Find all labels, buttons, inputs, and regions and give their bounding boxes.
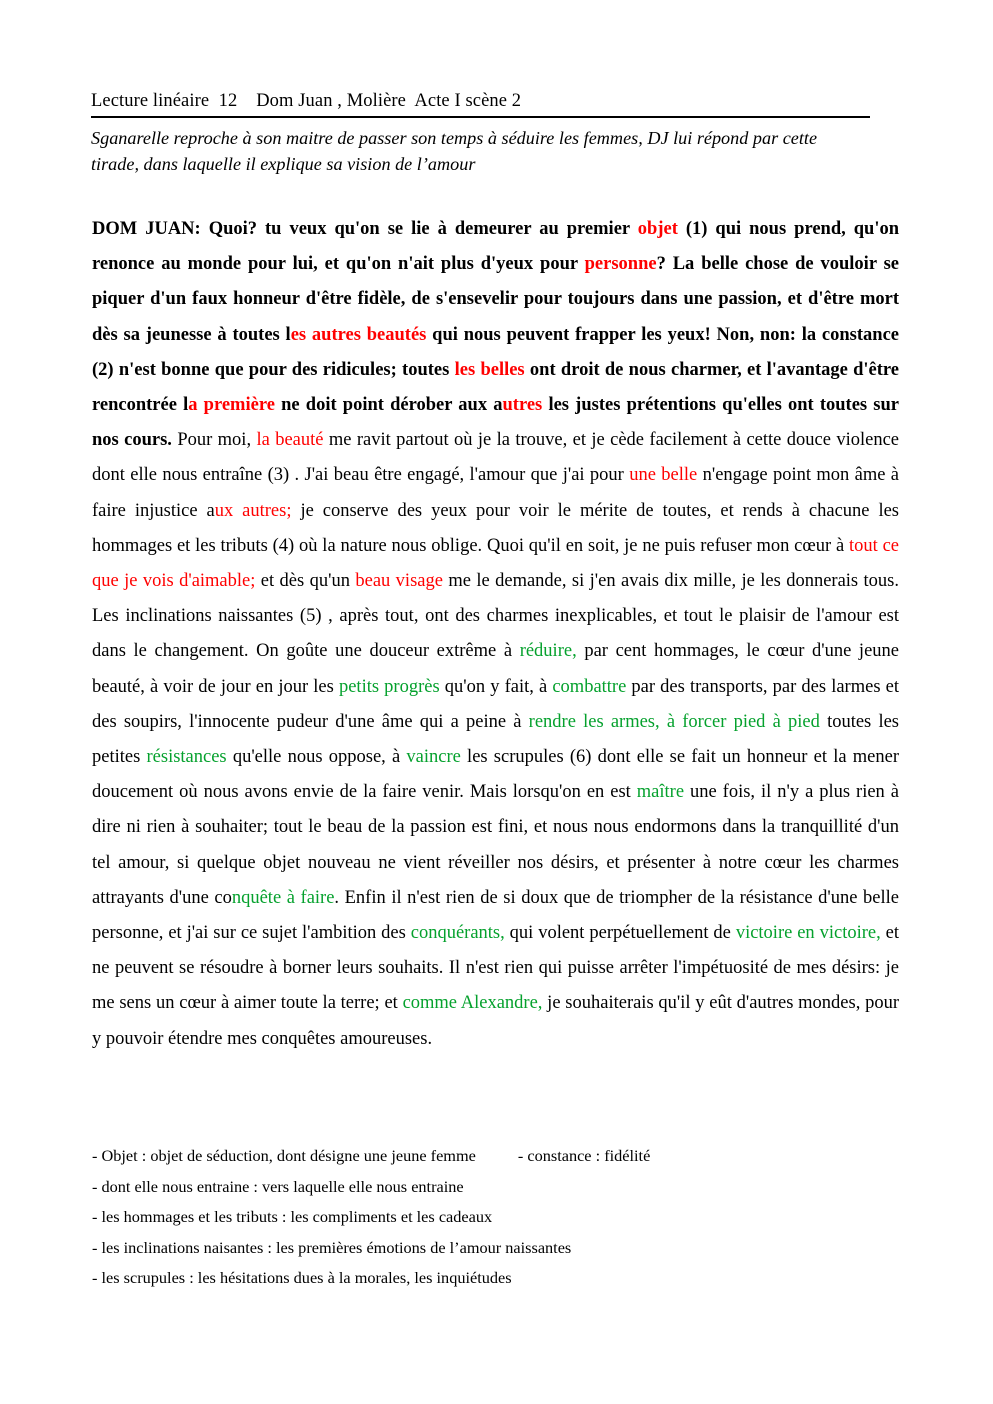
highlight-rendre-les-armes: rendre les armes, à forcer pied à pied <box>528 711 820 732</box>
regular-text-4: je conserve des yeux pour voir le mérite de toutes, et rends à chacune les hommages et les tributs (4) où la nature nous oblige. Quoi qu'il en soit, je ne puis refuser mon cœur à <box>92 500 899 556</box>
bold-text-2: (1) qui nous prend, qu'on renonce au monde pour lui, et qu'on n'ait plus d'yeux pour <box>92 219 899 275</box>
highlight-resistances: résistances <box>146 747 227 768</box>
regular-text-14: . Enfin il n'est rien de si doux que de triompher de la résistance d'une belle personne, et j'ai sur ce sujet l'ambition des <box>92 887 899 944</box>
highlight-vaincre: vaincre <box>406 747 461 768</box>
highlight-tout-ce-que-je-vois-daimable: tout ce que je vois d'aimable; <box>92 535 900 592</box>
tirade-body <box>92 212 899 1057</box>
note-secondary: - constance : fidélité <box>517 1146 651 1165</box>
highlight-petits-progres: petits progrès <box>338 676 440 697</box>
note-main: - dont elle nous entraine : vers laquelle elle nous entraine <box>92 1176 464 1196</box>
highlight-victoire-en-victoire: victoire en victoire, <box>735 923 881 944</box>
note-item <box>92 1233 892 1264</box>
note-main: - Objet : objet de séduction, dont désigne une jeune femme <box>92 1146 476 1165</box>
regular-text-7: par cent hommages, le cœur d'une jeune beauté, à voir de jour en jour les <box>92 641 899 697</box>
highlight-une-belle: une belle <box>629 465 698 486</box>
speaker-label: DOM JUAN: <box>92 219 201 239</box>
bold-text-6: ne doit point dérober aux a <box>274 395 503 416</box>
page-title: Lecture linéaire 12 Dom Juan , Molière Acte I scène 2 <box>91 90 870 118</box>
regular-text-10: toutes les petites <box>92 711 899 768</box>
highlight-conquerants: conquérants, <box>410 923 505 944</box>
regular-text-3: n'engage point mon âme à faire injustice a <box>92 465 900 521</box>
highlight-objet: objet <box>637 219 678 239</box>
highlight-les-autres-beautes: es autres beautés <box>290 324 427 345</box>
regular-text-15: qui volent perpétuellement de <box>504 923 736 944</box>
regular-text-16: et ne peuvent se résoudre à borner leurs souhaits. Il n'est rien qui puisse arrêter l'impétuosité de mes désirs: je me sens un cœur à aimer toute la terre; et <box>92 923 899 1014</box>
highlight-autres: utres <box>502 395 543 416</box>
vocabulary-notes <box>92 1141 892 1294</box>
highlight-conquete-a-faire: nquête à faire <box>231 887 335 908</box>
note-main: - les hommages et les tributs : les compliments et les cadeaux <box>92 1207 493 1226</box>
regular-text-5: et dès qu'un <box>255 571 356 592</box>
highlight-les-belles: les belles <box>454 359 525 380</box>
regular-text-2: me ravit partout où je la trouve, et je cède facilement à cette douce violence dont elle nous entraîne (3) . J'ai beau être engagé, l'amour que j'ai pour <box>92 430 900 486</box>
regular-text-11: qu'elle nous oppose, à <box>226 747 407 768</box>
regular-text-12: les scrupules (6) dont elle se fait un honneur et la mener doucement où nous avons envie de la faire venir. Mais lorsqu'on en est <box>92 747 899 803</box>
note-main: - les inclinations naisantes : les premières émotions de l’amour naissantes <box>92 1237 572 1257</box>
context-note: Sganarelle reproche à son maitre de passer son temps à séduire les femmes, DJ lui répond par cette tirade, dans laquelle il explique sa vision de l’amour <box>91 128 818 174</box>
regular-text-13: une fois, il n'y a plus rien à dire ni rien à souhaiter; tout le beau de la passion est fini, et nous nous endormons dans la tranquillité d'un tel amour, si quelque objet nouveau ne vient réveiller nos désirs, et présenter à notre cœur les charmes attrayants d'une co <box>92 782 899 908</box>
highlight-reduire: réduire, <box>519 641 577 662</box>
bold-text-3: ? La belle chose de vouloir se piquer d'un faux honneur d'être fidèle, de s'ensevelir pour toujours dans une passion, et d'être mort dès sa jeunesse à toutes l <box>92 254 899 345</box>
bold-text-4: qui nous peuvent frapper les yeux! Non, non: la constance (2) n'est bonne que pour des ridicules; toutes <box>92 324 899 380</box>
note-item <box>92 1263 892 1294</box>
highlight-comme-alexandre: comme Alexandre, <box>402 993 543 1014</box>
highlight-combattre: combattre <box>552 676 627 697</box>
bold-text-5: ont droit de nous charmer, et l'avantage d'être rencontrée l <box>92 359 899 416</box>
note-item <box>92 1141 892 1172</box>
regular-text-6: me le demande, si j'en avais dix mille, je les donnerais tous. Les inclinations naissantes (5) , après tout, ont des charmes inexplicables, et tout le plaisir de l'amour est dans le changement. On goûte une douceur extrême à <box>92 571 899 662</box>
regular-text-8: qu'on y fait, à <box>439 676 553 697</box>
bold-text-7: les justes prétentions qu'elles ont toutes sur nos cours. <box>92 395 899 451</box>
regular-text-1: Pour moi, <box>171 430 257 451</box>
highlight-beau-visage: beau visage <box>355 571 443 592</box>
regular-text-17: je souhaiterais qu'il y eût d'autres mondes, pour y pouvoir étendre mes conquêtes amoureuses. <box>92 993 899 1049</box>
highlight-aux-autres: ux autres; <box>214 500 292 521</box>
regular-text-9: par des transports, par des larmes et des soupirs, l'innocente pudeur d'une âme qui a peine à <box>92 676 899 732</box>
tirade-regular-section <box>92 430 899 1048</box>
note-main: - les scrupules : les hésitations dues à la morales, les inquiétudes <box>92 1268 512 1287</box>
highlight-la-premiere: a première <box>188 395 275 416</box>
note-item <box>92 1172 892 1203</box>
highlight-maitre: maître <box>636 782 685 803</box>
highlight-la-beaute: la beauté <box>256 430 324 451</box>
bold-text-1: Quoi? tu veux qu'on se lie à demeurer au premier <box>200 219 638 239</box>
note-item <box>92 1202 892 1233</box>
highlight-personne: personne <box>584 254 657 275</box>
tirade-bold-section <box>92 219 899 450</box>
